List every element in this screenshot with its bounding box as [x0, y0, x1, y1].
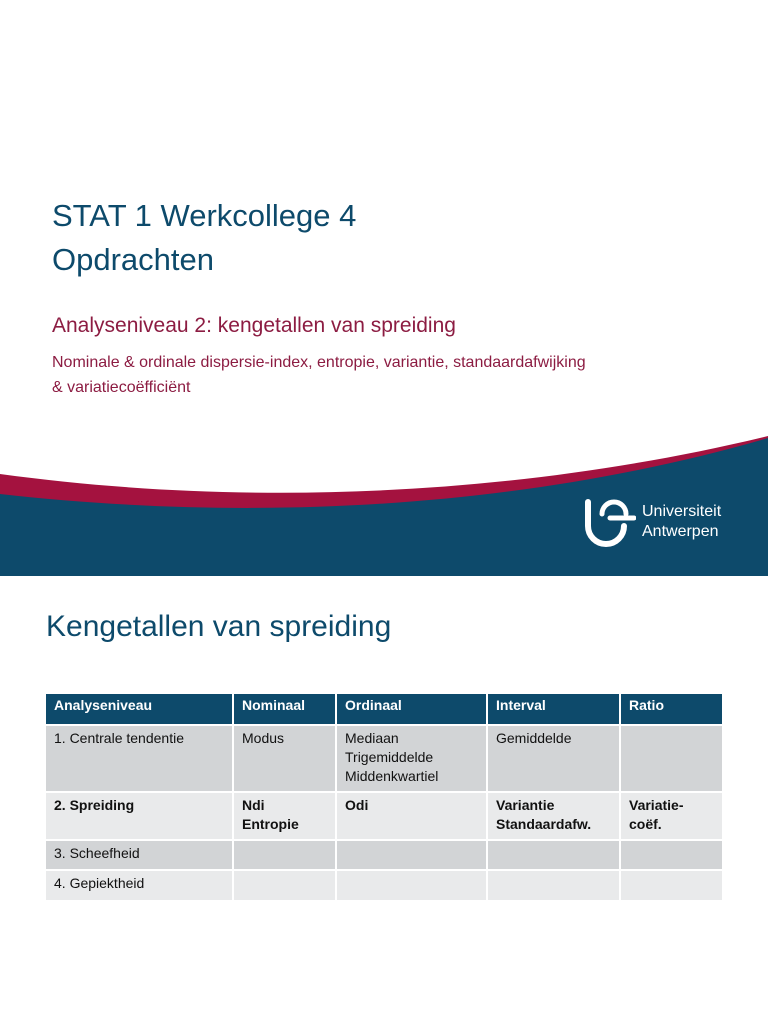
table-cell: [233, 840, 336, 870]
table-cell: [46, 870, 233, 900]
table-cell: [620, 870, 723, 900]
spreading-table: [46, 694, 724, 900]
slide-subtext: [52, 350, 732, 400]
table-row: [46, 840, 723, 870]
table-cell: [620, 725, 723, 792]
slide-subtext-line1: Nominale & ordinale dispersie-index, entropie, variantie, standaardafwijking: [52, 354, 586, 371]
table-cell: [487, 725, 620, 792]
cell-text: 4. Gepiektheid: [54, 875, 145, 891]
content-slide: [0, 576, 768, 1024]
table-header-cell: Nominaal: [233, 694, 336, 725]
cell-text: Entropie: [242, 816, 299, 832]
table-cell: [487, 840, 620, 870]
table-cell: [620, 792, 723, 840]
table-header-row: [46, 694, 723, 725]
table-header-cell: Interval: [487, 694, 620, 725]
table-cell: [487, 870, 620, 900]
logo-text-line1: Universiteit: [642, 503, 722, 520]
table-row: [46, 792, 723, 840]
cell-text: coëf.: [629, 816, 662, 832]
university-logo-text: [642, 502, 721, 542]
table-cell: [336, 840, 487, 870]
content-slide-title: Kengetallen van spreiding: [46, 610, 392, 643]
table-row: [46, 725, 723, 792]
table-cell: [233, 792, 336, 840]
logo-text-line2: Antwerpen: [642, 523, 719, 540]
cell-text: Ndi: [242, 797, 265, 813]
cell-text: Trigemiddelde: [345, 749, 434, 765]
table-header-cell: Ordinaal: [336, 694, 487, 725]
cell-text: Variatie-: [629, 797, 684, 813]
slide-title: [52, 194, 356, 282]
slide-subtitle: Analyseniveau 2: kengetallen van spreiding: [52, 314, 456, 337]
cell-text: 2. Spreiding: [54, 797, 135, 813]
table-header-cell: Analyseniveau: [46, 694, 233, 725]
cell-text: Standaardafw.: [496, 816, 592, 832]
slide-title-line2: Opdrachten: [52, 242, 214, 277]
table-cell: [233, 870, 336, 900]
cell-text: Middenkwartiel: [345, 768, 439, 784]
cell-text: Modus: [242, 730, 285, 746]
table-cell: [46, 840, 233, 870]
table-cell: [46, 725, 233, 792]
slide-subtext-line2: & variatiecoëfficiënt: [52, 379, 191, 396]
cell-text: Variantie: [496, 797, 555, 813]
table-cell: [233, 725, 336, 792]
cell-text: 1. Centrale tendentie: [54, 730, 184, 746]
cell-text: 3. Scheefheid: [54, 845, 140, 861]
table-cell: [336, 792, 487, 840]
cell-text: Gemiddelde: [496, 730, 572, 746]
table-cell: [336, 725, 487, 792]
table-row: [46, 870, 723, 900]
table-cell: [46, 792, 233, 840]
table-cell: [487, 792, 620, 840]
table-header-cell: Ratio: [620, 694, 723, 725]
table-cell: [620, 840, 723, 870]
university-logo: [580, 498, 740, 550]
university-logo-mark-icon: [580, 498, 636, 550]
cell-text: Mediaan: [345, 730, 399, 746]
table-cell: [336, 870, 487, 900]
cell-text: Odi: [345, 797, 369, 813]
slide-title-line1: STAT 1 Werkcollege 4: [52, 198, 357, 233]
